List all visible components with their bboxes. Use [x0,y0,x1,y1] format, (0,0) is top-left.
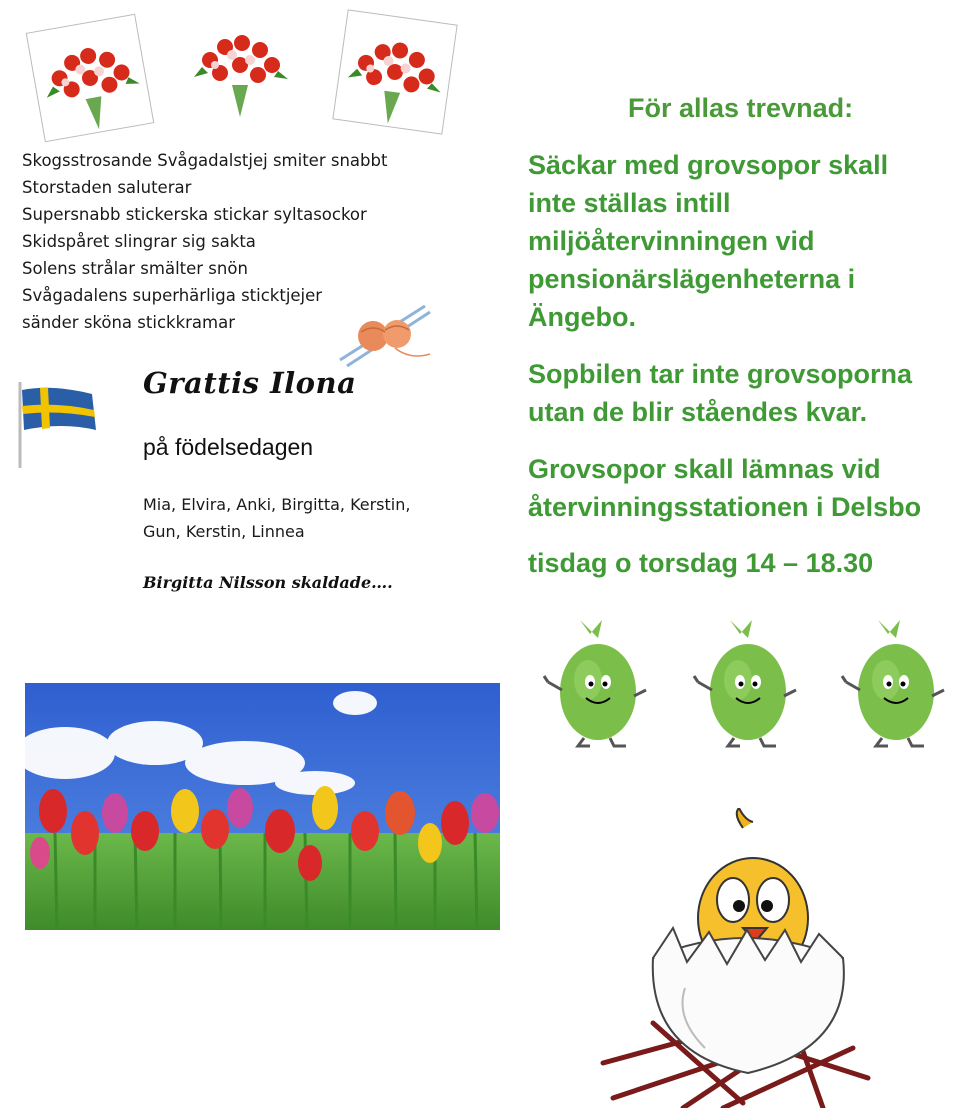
poem-line: Skogsstrosande Svågadalstjej smiter snabbt [22,151,388,170]
signature: Birgitta Nilsson skaldade…. [143,573,393,592]
poem-line: Svågadalens superhärliga sticktjejer [22,286,323,305]
poem-line: Skidspåret slingrar sig sakta [22,232,256,251]
swedish-flag-icon [12,380,104,470]
notice-paragraph-2 [528,355,912,431]
poem-line: Solens strålar smälter snön [22,259,248,278]
names-line: Gun, Kerstin, Linnea [143,522,305,541]
yarn-and-needles-icon [335,298,435,370]
garbage-bag-character-icon [690,610,800,750]
greeting-title: Grattis Ilona [143,366,357,400]
garbage-bag-character-icon [540,610,650,750]
greeting-subtitle: på födelsedagen [143,434,314,460]
tulip-field-photo [25,683,500,930]
hatching-chick-icon [593,808,873,1108]
poem-line: sänder sköna stickkramar [22,313,235,332]
notice-hours: tisdag o torsdag 14 – 18.30 [528,548,874,578]
notice-paragraph-3 [528,450,921,526]
notice-line: Grovsopor skall lämnas vid [528,454,881,484]
poem-line: Supersnabb stickerska stickar syltasockor [22,205,367,224]
notice-line: inte ställas intill [528,188,731,218]
notice-line: Sopbilen tar inte grovsoporna [528,359,913,389]
tulip-bouquet-icon [180,5,300,125]
poem-line: Storstaden saluterar [22,178,192,197]
notice-line: pensionärslägenheterna i [528,264,856,294]
garbage-bag-character-icon [838,610,948,750]
tulip-bouquet-icon [20,8,159,147]
notice-line: miljöåtervinningen vid [528,226,815,256]
notice-line: återvinningsstationen i Delsbo [528,492,922,522]
names-list [143,491,483,545]
tulip-bouquet-icon [327,4,463,140]
names-line: Mia, Elvira, Anki, Birgitta, Kerstin, [143,495,411,514]
notice-paragraph-1 [528,146,888,336]
notice-title: För allas trevnad: [628,93,854,123]
notice-line: Ängebo. [528,302,636,332]
notice-line: utan de blir ståendes kvar. [528,397,868,427]
notice-line: Säckar med grovsopor skall [528,150,889,180]
